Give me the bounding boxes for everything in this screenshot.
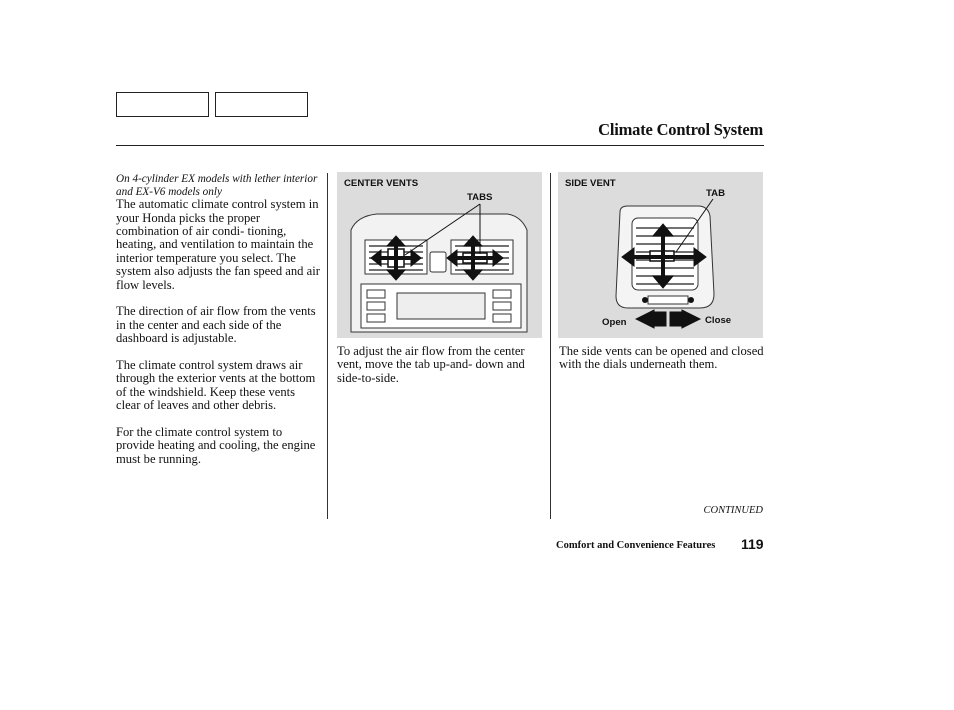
model-note: On 4-cylinder EX models with lether interior and EX-V6 models only [116,173,318,198]
paragraph-engine: For the climate control system to provide heating and cooling, the engine must be running. [116,425,316,466]
side-vent-illustration [558,172,763,338]
center-vents-caption: To adjust the air flow from the center vent, move the tab up-and- down and side-to-side. [337,344,525,385]
page-title: Climate Control System [598,120,763,139]
page-number: 119 [741,536,764,552]
tabs-callout: TABS [467,192,493,203]
column-divider-2 [550,173,551,519]
header-tab-right [215,92,308,117]
center-vents-figure [337,172,542,338]
close-label: Close [705,315,732,326]
section-footer: Comfort and Convenience Features [556,540,716,551]
paragraph-airflow: The direction of air flow from the vents in the center and each side of the dashboard is adjustable. [116,304,316,346]
title-rule [116,145,764,146]
header-tab-left [116,92,209,117]
center-vents-label: CENTER VENTS [344,178,419,189]
paragraph-intro: The automatic climate control system in your Honda picks the proper combination of air condi- tioning, heating, and ventilation to maintain the interior temperature you select. The system also adjusts the fan speed and air flow levels. [116,197,320,292]
side-vent-figure [558,172,763,338]
open-label: Open [602,317,627,328]
continued-marker: CONTINUED [703,505,763,516]
column-main-text [116,173,321,480]
paragraph-exterior-vents: The climate control system draws air through the exterior vents at the bottom of the windshield. Keep these vents clear of leaves and other debris. [116,358,316,413]
center-vents-illustration [337,172,542,338]
side-vent-caption: The side vents can be opened and closed with the dials underneath them. [559,344,764,372]
side-vent-label: SIDE VENT [565,178,616,189]
tab-callout: TAB [706,188,726,199]
column-divider-1 [327,173,328,519]
